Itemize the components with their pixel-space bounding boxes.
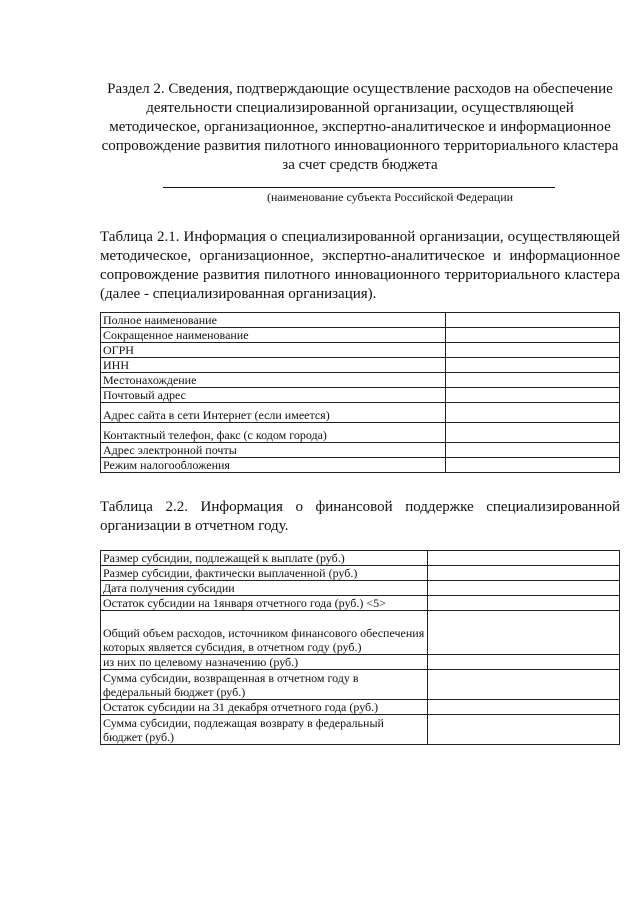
table-row <box>101 403 620 423</box>
row-value-postal-address[interactable] <box>446 388 620 403</box>
table-row <box>101 358 620 373</box>
row-value-amount-to-return[interactable] <box>428 715 620 745</box>
row-value-subsidy-paid[interactable] <box>428 566 620 581</box>
row-label-balance-jan-1: Остаток субсидии на 1января отчетного года (руб.) <5> <box>101 596 428 611</box>
row-value-ogrn[interactable] <box>446 343 620 358</box>
table-row <box>101 611 620 655</box>
table-row <box>101 388 620 403</box>
row-label-website: Адрес сайта в сети Интернет (если имеется) <box>101 403 446 423</box>
table-row <box>101 458 620 473</box>
row-label-phone-fax: Контактный телефон, факс (с кодом города) <box>101 423 446 443</box>
subject-name-line <box>163 187 555 188</box>
table-row <box>101 581 620 596</box>
row-label-subsidy-due: Размер субсидии, подлежащей к выплате (руб.) <box>101 551 428 566</box>
row-label-ogrn: ОГРН <box>101 343 446 358</box>
table-row <box>101 700 620 715</box>
row-value-tax-regime[interactable] <box>446 458 620 473</box>
table-2-2-title: Таблица 2.2. Информация о финансовой поддержке специализированной организации в отчетном году. <box>100 499 620 534</box>
row-value-short-name[interactable] <box>446 328 620 343</box>
row-value-full-name[interactable] <box>446 313 620 328</box>
row-value-subsidy-date[interactable] <box>428 581 620 596</box>
row-label-email: Адрес электронной почты <box>101 443 446 458</box>
row-value-website[interactable] <box>446 403 620 423</box>
table-row <box>101 313 620 328</box>
row-value-balance-jan-1[interactable] <box>428 596 620 611</box>
row-value-targeted-use[interactable] <box>428 655 620 670</box>
row-value-total-expenses[interactable] <box>428 611 620 655</box>
row-value-subsidy-due[interactable] <box>428 551 620 566</box>
row-value-returned-amount[interactable] <box>428 670 620 700</box>
row-label-amount-to-return: Сумма субсидии, подлежащая возврату в федеральный бюджет (руб.) <box>101 715 428 745</box>
row-label-total-expenses: Общий объем расходов, источником финансового обеспечения которых является субсидия, в отчетном году (руб.) <box>101 611 428 655</box>
organization-info-table <box>100 312 620 473</box>
table-row <box>101 596 620 611</box>
table-2-1-title: Таблица 2.1. Информация о специализированной организации, осуществляющей методическое, организационное, экспертно-аналитическое и информационное сопровождение развития пилотного инновационного территориального кластера (далее - специализированная организация). <box>100 229 620 302</box>
row-value-email[interactable] <box>446 443 620 458</box>
row-label-subsidy-paid: Размер субсидии, фактически выплаченной (руб.) <box>101 566 428 581</box>
table-row <box>101 715 620 745</box>
row-label-short-name: Сокращенное наименование <box>101 328 446 343</box>
row-value-inn[interactable] <box>446 358 620 373</box>
row-label-balance-dec-31: Остаток субсидии на 31 декабря отчетного года (руб.) <box>101 700 428 715</box>
table-row <box>101 670 620 700</box>
row-value-phone-fax[interactable] <box>446 423 620 443</box>
section-heading: Раздел 2. Сведения, подтверждающие осуществление расходов на обеспечение деятельности специализированной организации, осуществляющей методическое, организационное, экспертно-аналитическое и информационное сопровождение развития пилотного инновационного территориального кластера за счет средств бюджета <box>101 81 619 173</box>
row-label-postal-address: Почтовый адрес <box>101 388 446 403</box>
row-value-location[interactable] <box>446 373 620 388</box>
table-row <box>101 328 620 343</box>
table-row <box>101 423 620 443</box>
row-label-returned-amount: Сумма субсидии, возвращенная в отчетном году в федеральный бюджет (руб.) <box>101 670 428 700</box>
row-label-full-name: Полное наименование <box>101 313 446 328</box>
table-row <box>101 566 620 581</box>
table-row <box>101 443 620 458</box>
table-row <box>101 343 620 358</box>
row-label-inn: ИНН <box>101 358 446 373</box>
row-label-location: Местонахождение <box>101 373 446 388</box>
table-row <box>101 373 620 388</box>
row-label-subsidy-date: Дата получения субсидии <box>101 581 428 596</box>
subject-name-caption: (наименование субъекта Российской Федерации <box>267 190 514 204</box>
financial-support-table <box>100 550 620 745</box>
row-label-tax-regime: Режим налогообложения <box>101 458 446 473</box>
row-label-targeted-use: из них по целевому назначению (руб.) <box>101 655 428 670</box>
table-row <box>101 551 620 566</box>
table-row <box>101 655 620 670</box>
row-value-balance-dec-31[interactable] <box>428 700 620 715</box>
